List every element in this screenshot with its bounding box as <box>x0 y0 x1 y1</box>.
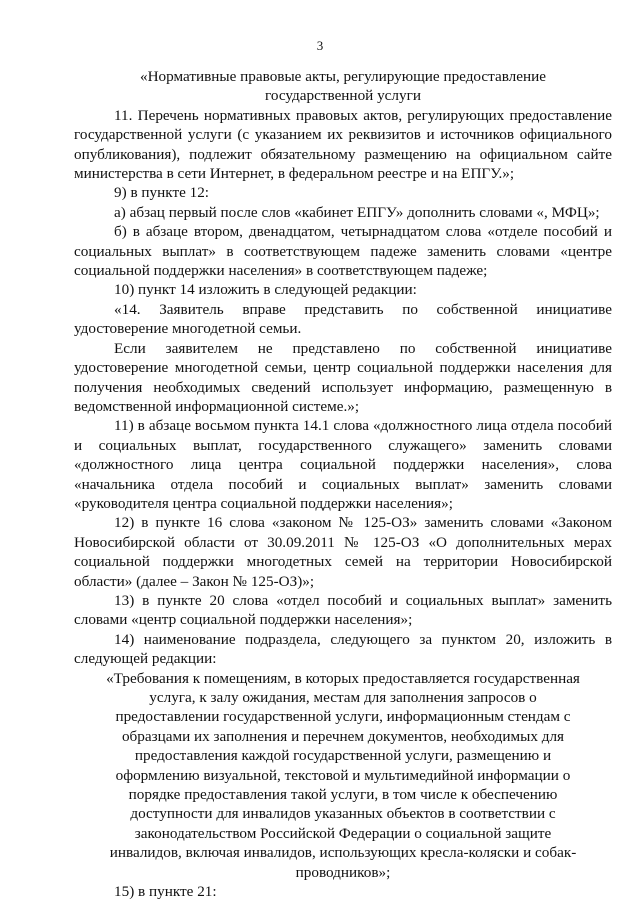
paragraph-11b: 11) в абзаце восьмом пункта 14.1 слова «должностного лица отдела пособий и социальных выплат, государственного служащего» заменить словами «должностного лица центра социальной поддержки населения», слова «начальника отдела пособий и социальных выплат» заменить словами «руководителя центра социальной поддержки населения»; <box>74 417 612 512</box>
paragraph-14-1: «14. Заявитель вправе представить по собственной инициативе удостоверение многодетной семьи. <box>74 300 612 338</box>
document-body <box>74 67 612 901</box>
paragraph-11: 11. Перечень нормативных правовых актов, регулирующих предоставление государственной услуги (с указанием их реквизитов и источников официального опубликования), подлежит обязательному размещению на официальном сайте министерства в сети Интернет, в федеральном реестре и на ЕПГУ.»; <box>74 106 612 183</box>
section-heading: «Нормативные правовые акты, регулирующие предоставление государственной услуги <box>139 68 546 105</box>
paragraph-14: 14) наименование подраздела, следующего за пунктом 20, изложить в следующей редакции: <box>74 630 612 668</box>
paragraph-13: 13) в пункте 20 слова «отдел пособий и социальных выплат» заменить словами «центр социальной поддержки населения»; <box>74 591 612 629</box>
quoted-heading: «Требования к помещениям, в которых предоставляется государственная услуга, к залу ожидания, местам для заполнения запросов о предоставлении государственной услуги, информационным стендам с образцами их заполнения и перечнем документов, необходимых для предоставления каждой государственной услуги, размещению и оформлению визуальной, текстовой и мультимедийной информации о порядке предоставления такой услуги, в том числе к обеспечению доступности для инвалидов указанных объектов в соответствии с законодательством Российской Федерации о социальной защите инвалидов, включая инвалидов, использующих кресла-коляски и собак-проводников»; <box>106 669 580 881</box>
paragraph-15: 15) в пункте 21: <box>114 883 217 901</box>
paragraph-9a: а) абзац первый после слов «кабинет ЕПГУ» дополнить словами «, МФЦ»; <box>114 203 600 221</box>
paragraph-10: 10) пункт 14 изложить в следующей редакции: <box>114 281 417 299</box>
paragraph-9b: б) в абзаце втором, двенадцатом, четырнадцатом слова «отделе пособий и социальных выплат» в соответствующем падеже заменить словами «центре социальной поддержки населения» в соответствующем падеже; <box>74 223 612 280</box>
page-number: 3 <box>316 38 324 53</box>
paragraph-14-2: Если заявителем не представлено по собственной инициативе удостоверение многодетной семьи, центр социальной поддержки населения для получения необходимых сведений использует информацию, размещенную в ведомственной информационной системе.»; <box>74 339 612 415</box>
paragraph-12: 12) в пункте 16 слова «законом № 125-ОЗ» заменить словами «Законом Новосибирской области от 30.09.2011 № 125-ОЗ «О дополнительных мерах социальной поддержки многодетных семей на территории Новосибирской области» (далее – Закон № 125-ОЗ)»; <box>74 514 612 590</box>
paragraph-9: 9) в пункте 12: <box>114 184 210 202</box>
